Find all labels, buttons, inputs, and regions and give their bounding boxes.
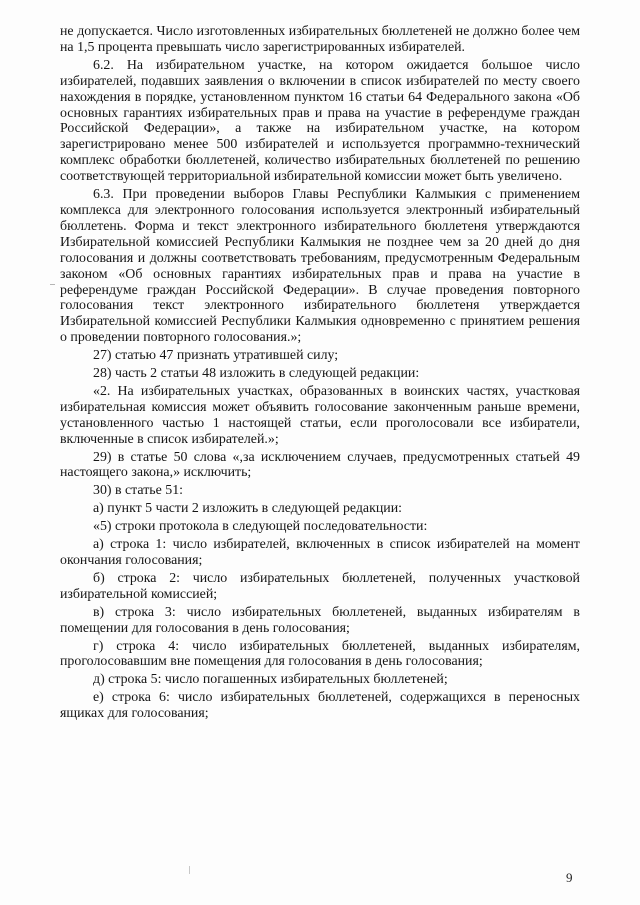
paragraph-line-3: в) строка 3: число избирательных бюллетеней, выданных избирателям в помещении для голосования в день голосования; [60,604,580,636]
document-body [60,24,580,724]
paragraph-item-27: 27) статью 47 признать утратившей силу; [93,348,339,364]
paragraph-item-29: 29) в статье 50 слова «,за исключением случаев, предусмотренных статьей 49 настоящего закона,» исключить; [60,449,580,481]
paragraph-continuation: не допускается. Число изготовленных избирательных бюллетеней не должно более чем на 1,5 процента превышать число зарегистрированных избирателей. [60,24,580,55]
paragraph-line-1: а) строка 1: число избирателей, включенных в список избирателей на момент окончания голосования; [60,537,580,568]
scan-artifact-mark [50,284,55,285]
scan-artifact-dot [189,866,190,874]
paragraph-6-2: 6.2. На избирательном участке, на котором ожидается большое число избирателей, подавших заявления о включении в список избирателей по месту своего нахождения в порядке, установленном пунктом 16 статьи 64 Федерального закона «Об основных гарантиях избирательных прав и права на участие в референдуме граждан Российской Федерации», а также на избирательном участке, на котором зарегистрировано менее 500 избирателей и используется программно-технический комплекс обработки бюллетеней, количество избирательных бюллетеней по решению соответствующей территориальной избирательной комиссии может быть увеличено. [60,57,580,185]
paragraph-subitem-a: а) пункт 5 части 2 изложить в следующей редакции: [93,501,403,517]
paragraph-line-6: е) строка 6: число избирательных бюллетеней, содержащихся в переносных ящиках для голосования; [60,690,580,722]
paragraph-6-3: 6.3. При проведении выборов Главы Республики Калмыкия с применением комплекса для электронного голосования используется электронный избирательный бюллетень. Форма и текст электронного избирательного бюллетеня утверждаются Избирательной комиссией Республики Калмыкия не позднее чем за 20 дней до дня голосования и должны соответствовать требованиям, предусмотренным Федеральным законом «Об основных гарантиях избирательных прав и права на участие в референдуме граждан Российской Федерации». В случае проведения повторного голосования текст электронного избирательного бюллетеня утверждается Избирательной комиссией Республики Калмыкия одновременно с принятием решения о проведении повторного голосования.»; [60,187,580,346]
paragraph-protocol-lines: «5) строки протокола в следующей последовательности: [93,519,428,535]
paragraph-line-4: г) строка 4: число избирательных бюллетеней, выданных избирателям, проголосовавшим вне помещения для голосования в день голосования; [60,638,580,670]
paragraph-item-28: 28) часть 2 статьи 48 изложить в следующей редакции: [93,366,420,382]
paragraph-article-48-text: «2. На избирательных участках, образованных в воинских частях, участковая избирательная комиссия может объявить голосование законченным раньше времени, установленного частью 1 настоящей статьи, если проголосовали все избиратели, включенные в список избирателей.»; [60,383,580,447]
paragraph-line-2: б) строка 2: число избирательных бюллетеней, полученных участковой избирательной комиссией; [60,570,580,602]
paragraph-item-30: 30) в статье 51: [93,483,184,499]
page-number: 9 [566,870,573,885]
paragraph-line-5: д) строка 5: число погашенных избирательных бюллетеней; [93,672,448,688]
